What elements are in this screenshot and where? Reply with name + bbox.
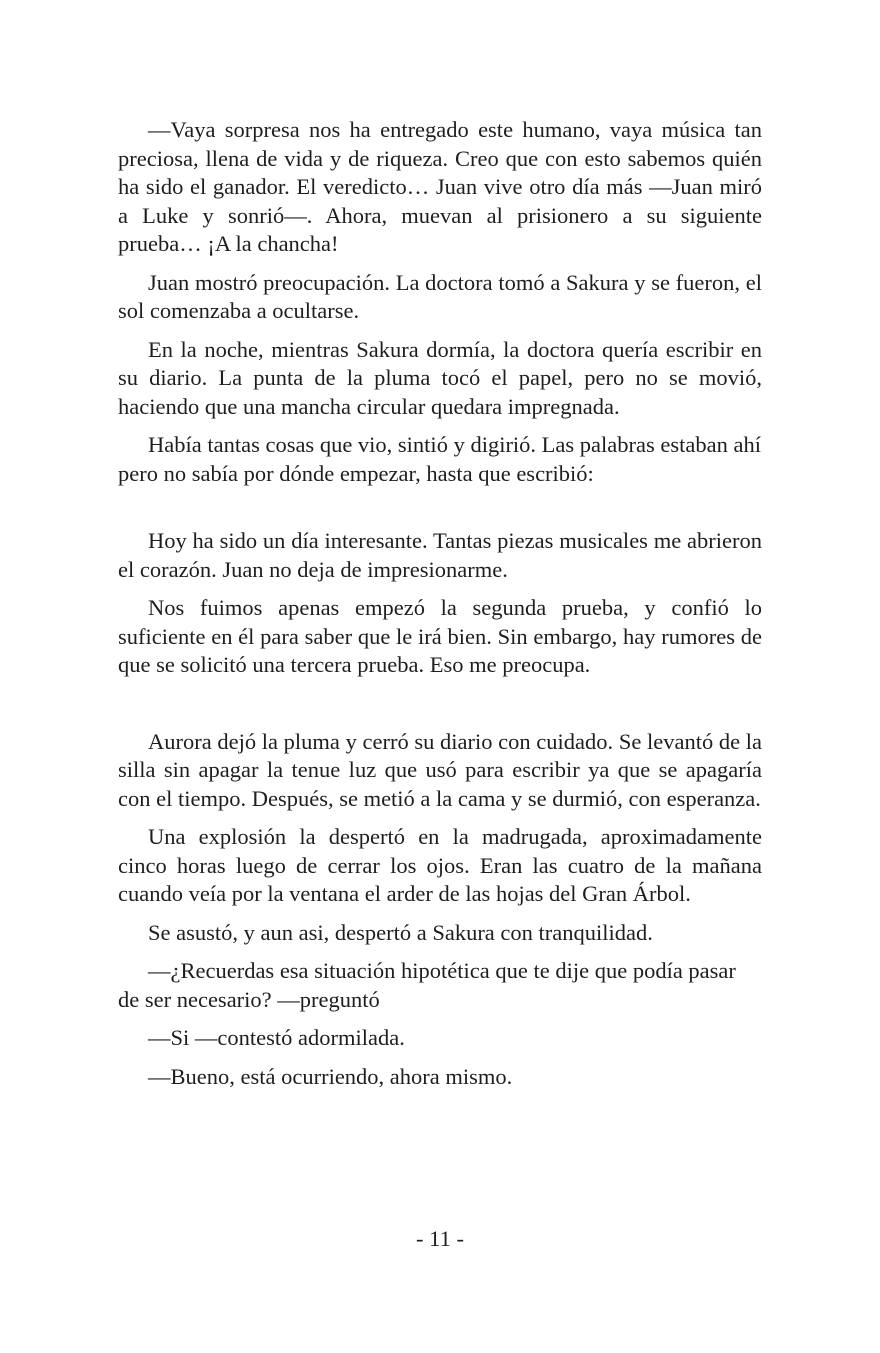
diary-entry-1: Hoy ha sido un día interesante. Tantas piezas musicales me abrieron el corazón. Juan no deja de impresionarme. — [118, 528, 762, 582]
page-number: - 11 - — [416, 1226, 464, 1251]
section-gap — [118, 690, 762, 728]
dialogue-answer: —Si —contestó adormilada. — [148, 1025, 405, 1050]
paragraph-she-wrote: Había tantas cosas que vio, sintió y digirió. Las palabras estaban ahí pero no sabía por dónde empezar, hasta que escribió: — [118, 432, 761, 486]
section-gap — [118, 498, 762, 527]
paragraph-verdict: —Vaya sorpresa nos ha entregado este humano, vaya música tan preciosa, llena de vida y de riqueza. Creo que con esto sabemos quién ha sido el ganador. El veredicto… Juan vive otro día más —Juan miró a Luke y sonrió—. Ahora, muevan al prisionero a su siguiente prueba… ¡A la chancha! — [118, 117, 762, 256]
dialogue-happening: —Bueno, está ocurriendo, ahora mismo. — [148, 1063, 513, 1089]
paragraph-woke-sakura: Se asustó, y aun asi, despertó a Sakura con tranquilidad. — [148, 919, 653, 945]
diary-entry-2: Nos fuimos apenas empezó la segunda prueba, y confió lo suficiente en él para saber que le irá bien. Sin embargo, hay rumores de que se solicitó una tercera prueba. Eso me preocupa. — [118, 595, 762, 677]
paragraph-juan-worried: Juan mostró preocupación. La doctora tomó a Sakura y se fueron, el sol comenzaba a ocultarse. — [118, 269, 762, 323]
paragraph-aurora-sleeps: Aurora dejó la pluma y cerró su diario con cuidado. Se levantó de la silla sin apagar la tenue luz que usó para escribir ya que se apagaría con el tiempo. Después, se metió a la cama y se durmió, con esperanza. — [118, 728, 762, 811]
paragraph-night-diary: En la noche, mientras Sakura dormía, la doctora quería escribir en su diario. La punta de la pluma tocó el papel, pero no se movió, haciendo que una mancha circular quedara impregnada. — [118, 336, 762, 419]
dialogue-question: —¿Recuerdas esa situación hipotética que te dije que podía pasar de ser necesario? —preguntó — [118, 958, 736, 1012]
paragraph-explosion: Una explosión la despertó en la madrugada, aproximadamente cinco horas luego de cerrar los ojos. Eran las cuatro de la mañana cuando veía por la ventana el arder de las hojas del Gran Árbol. — [118, 824, 762, 906]
page-body — [118, 116, 762, 1101]
